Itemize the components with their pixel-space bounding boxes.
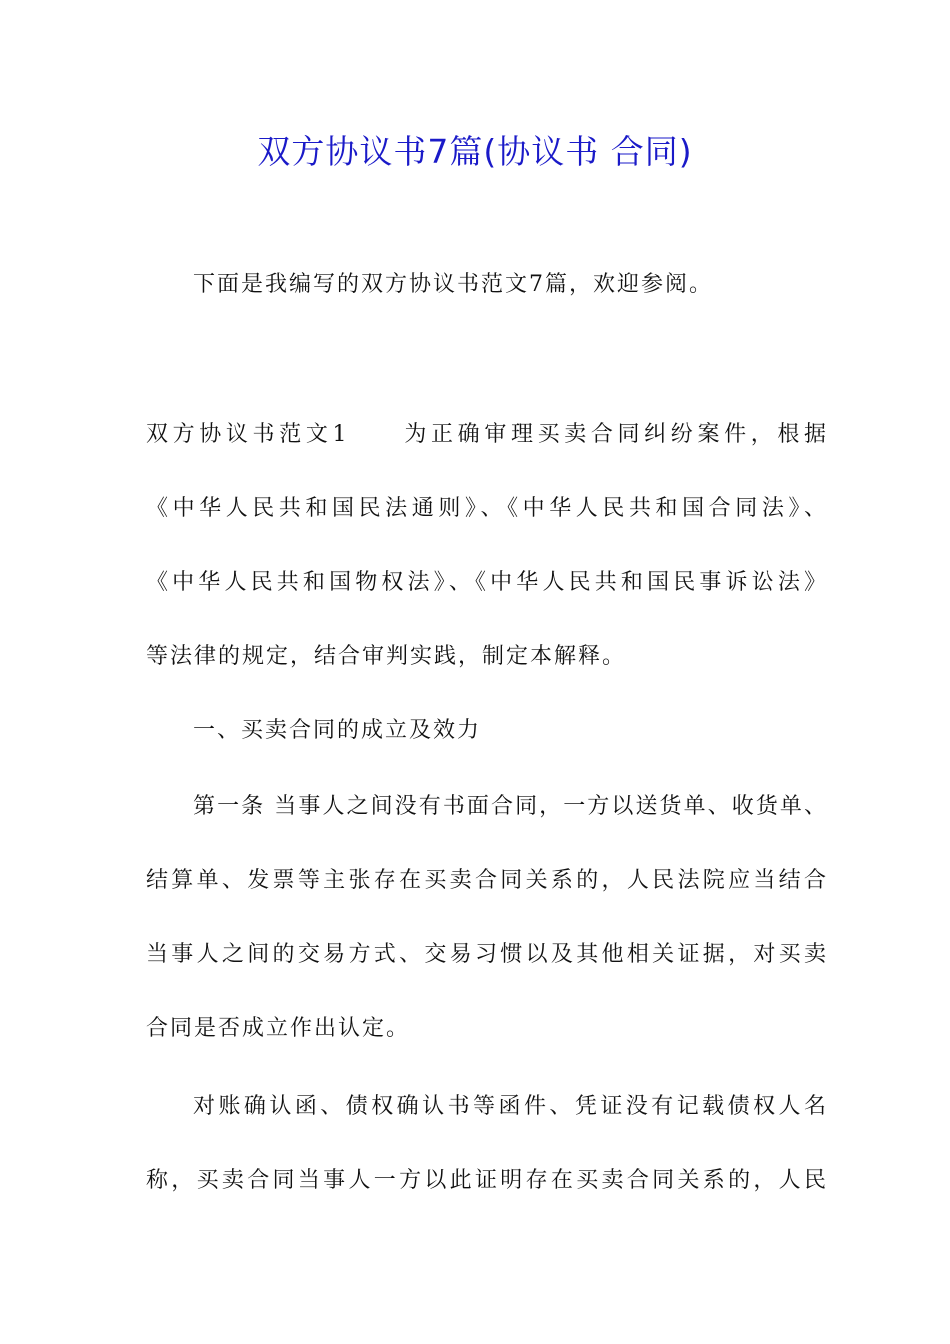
document-title: 双方协议书7篇(协议书 合同) [257, 132, 693, 171]
paragraph-line: 当事人之间的交易方式、交易习惯以及其他相关证据，对买卖 [146, 942, 826, 967]
paragraph-line: 第一条 当事人之间没有书面合同，一方以送货单、收货单、 [193, 794, 826, 819]
paragraph-line: 结算单、发票等主张存在买卖合同关系的，人民法院应当结合 [146, 868, 826, 893]
section-heading: 一、买卖合同的成立及效力 [193, 718, 482, 743]
paragraph-line: 等法律的规定，结合审判实践，制定本解释。 [146, 644, 627, 669]
paragraph-line: 《中华人民共和国物权法》、《中华人民共和国民事诉讼法》 [146, 570, 826, 595]
paragraph-line: 《中华人民共和国民法通则》、《中华人民共和国合同法》、 [146, 496, 826, 521]
paragraph-line: 双方协议书范文1 为正确审理买卖合同纠纷案件，根据 [146, 422, 826, 447]
intro-paragraph: 下面是我编写的双方协议书范文7篇，欢迎参阅。 [193, 272, 713, 297]
paragraph-line: 合同是否成立作出认定。 [146, 1016, 411, 1041]
paragraph-line: 对账确认函、债权确认书等函件、凭证没有记载债权人名 [193, 1094, 826, 1119]
paragraph-line: 称，买卖合同当事人一方以此证明存在买卖合同关系的，人民 [146, 1168, 826, 1193]
